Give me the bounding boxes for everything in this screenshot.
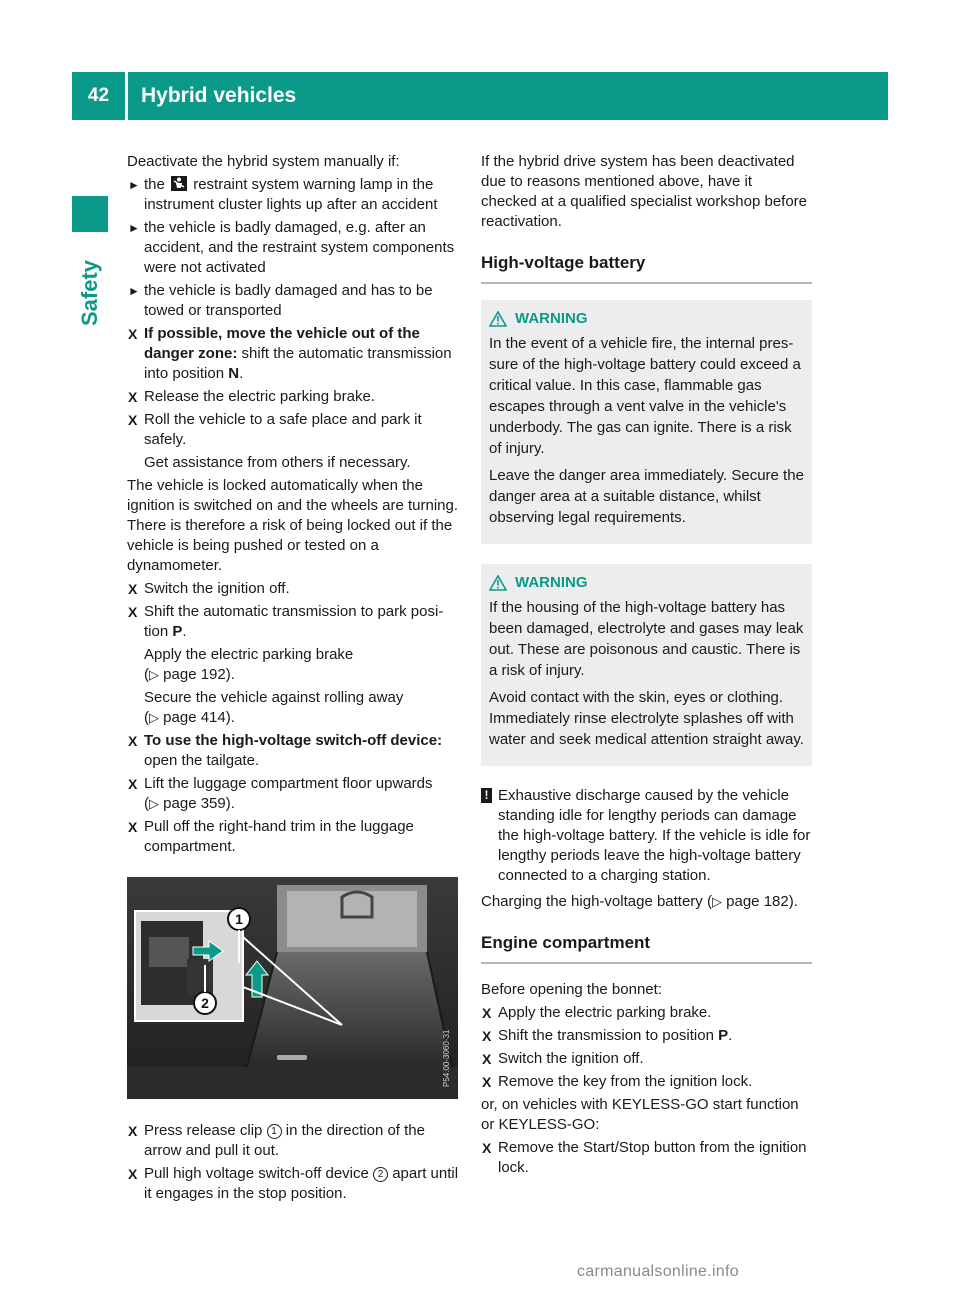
header-separator xyxy=(125,72,128,120)
page-number: 42 xyxy=(87,85,110,106)
left-column xyxy=(127,152,460,1207)
warning-text: Leave the danger area immediately. Secure the danger area at a suitable distance, whilst observing legal requirements. xyxy=(489,467,804,526)
warning-triangle-icon xyxy=(489,311,507,327)
step-item xyxy=(481,1072,812,1092)
warning-box xyxy=(481,300,812,544)
step-item xyxy=(127,387,460,407)
page-ref-icon: ▷ xyxy=(149,667,159,682)
page-ref-icon: ▷ xyxy=(149,710,159,725)
warning-text: In the event of a vehicle fire, the internal pressure of the high-voltage battery could exceed a critical value. In this case, flammable gas escapes through a vent valve in the vehicle's underbody. The gas can ignite. There is a risk of injury. xyxy=(489,335,801,457)
step-arrow-icon: X xyxy=(482,1028,492,1044)
step-text: in the direction of the arrow and pull it out. xyxy=(144,1122,425,1159)
step-arrow-icon: X xyxy=(128,1166,138,1182)
bullet-item xyxy=(127,175,460,215)
warning-header xyxy=(489,308,804,329)
callout-number: 2 xyxy=(373,1167,388,1182)
step-item xyxy=(127,579,460,599)
page-reference[interactable]: page 192 xyxy=(163,666,226,683)
step-text: shift the automatic transmission into position xyxy=(144,345,452,382)
gear-position: N xyxy=(228,365,240,382)
step-text: Pull high voltage switch-off device xyxy=(144,1165,369,1182)
warning-title: WARNING xyxy=(515,574,588,591)
page-ref-icon: ▷ xyxy=(149,796,159,811)
warning-title: WARNING xyxy=(515,310,588,327)
step-arrow-icon: X xyxy=(482,1005,492,1021)
step-bold-text: To use the high-voltage switch-off device: xyxy=(144,732,443,749)
step-item xyxy=(481,1049,812,1069)
step-arrow-icon: X xyxy=(128,412,138,428)
step-text: Apply the electric parking brake. xyxy=(498,1004,712,1021)
step-item: X Lift the luggage compartment floor upwards (▷ page 359). xyxy=(128,775,433,812)
bullet-text: the xyxy=(144,176,165,193)
step-continuation: Get assistance from others if necessary. xyxy=(144,454,411,471)
step-text: Roll the vehicle to a safe place and park it safely. xyxy=(144,411,422,448)
step-arrow-icon: X xyxy=(128,819,138,835)
step-continuation: Secure the vehicle against rolling away (▷ page 414). xyxy=(144,689,404,726)
step-text: Switch the ignition off. xyxy=(144,580,290,597)
image-code: P54.00-3060-31 xyxy=(442,1029,451,1087)
continuation-text: Apply the electric parking brake xyxy=(144,646,354,663)
bullet-text: the vehicle is badly damaged, e.g. after an accident, and the restraint system components were not activated xyxy=(144,219,455,276)
charging-text: Charging the high-voltage battery ( xyxy=(481,893,712,910)
step-text: Shift the automatic transmission to park position xyxy=(144,603,444,640)
step-text: Shift the transmission to position xyxy=(498,1027,714,1044)
step-arrow-icon: X xyxy=(128,326,138,342)
paragraph: The vehicle is locked automatically when the ignition is switched on and the wheels are turning. There is therefore a risk of being locked out if the vehicle is being pushed or tested on a dynamometer. xyxy=(127,477,459,574)
bullet-text: restraint system warning lamp in the instrument cluster lights up after an accident xyxy=(144,176,438,213)
page-ref-icon: ▷ xyxy=(711,894,722,909)
step-arrow-icon: X xyxy=(482,1074,492,1090)
luggage-compartment-photo xyxy=(127,877,458,1099)
section-heading: Engine compartment xyxy=(481,932,812,964)
step-item: X Shift the transmission to position P. xyxy=(482,1027,733,1044)
page-title: Hybrid vehicles xyxy=(141,84,297,107)
note-text: Exhaustive discharge caused by the vehicle standing idle for lengthy periods can damage the high-voltage battery. If the vehicle is idle for lengthy periods leave the high-voltage battery connected to a charging station. xyxy=(498,787,811,884)
step-item xyxy=(127,731,460,771)
step-arrow-icon: X xyxy=(128,733,138,749)
intro-text: Before opening the bonnet: xyxy=(481,981,662,998)
step-item: X Shift the automatic transmission to park position P. xyxy=(128,603,444,640)
step-text: Pull off the right-hand trim in the luggage compartment. xyxy=(144,818,414,855)
step-continuation: Apply the electric parking brake (▷ page 192). xyxy=(144,646,354,683)
bullet-item xyxy=(127,281,460,321)
step-arrow-icon: X xyxy=(128,389,138,405)
bullet-marker: ► xyxy=(128,221,140,235)
intro-text: If the hybrid drive system has been deactivated due to reasons mentioned above, have it checked at a qualified specialist workshop before reactivation. xyxy=(481,153,808,230)
page-reference[interactable]: page 359 xyxy=(163,795,226,812)
step-text: Switch the ignition off. xyxy=(498,1050,644,1067)
seatbelt-warning-icon xyxy=(171,176,187,191)
continuation-text: Secure the vehicle against rolling away xyxy=(144,689,404,706)
callout-2: 2 xyxy=(201,995,209,1011)
warning-header xyxy=(489,572,804,593)
page-reference[interactable]: page 182 xyxy=(726,893,789,910)
gear-position: P xyxy=(172,623,183,640)
step-item xyxy=(127,1121,460,1161)
note-item xyxy=(481,786,812,886)
gear-position: P xyxy=(718,1027,729,1044)
warning-triangle-icon xyxy=(489,575,507,591)
bullet-text: the vehicle is badly damaged and has to be towed or transported xyxy=(144,282,433,319)
step-text: Release the electric parking brake. xyxy=(144,388,375,405)
paragraph: or, on vehicles with KEYLESS-GO start function or KEYLESS-GO: xyxy=(481,1096,799,1133)
step-arrow-icon: X xyxy=(128,776,138,792)
step-text: Press release clip xyxy=(144,1122,263,1139)
step-arrow-icon: X xyxy=(128,604,138,620)
section-tab xyxy=(66,238,114,348)
warning-text: Avoid contact with the skin, eyes or clothing. Immediately rinse electrolyte splashes off with water and seek medical attention straight away. xyxy=(489,689,804,748)
bullet-marker: ► xyxy=(128,178,140,192)
step-item xyxy=(481,1003,812,1023)
step-item: X If possible, move the vehicle out of the danger zone: shift the automatic transmission into position N. xyxy=(128,325,452,382)
step-text: Remove the key from the ignition lock. xyxy=(498,1073,753,1090)
step-item xyxy=(481,1138,812,1178)
intro-text: Deactivate the hybrid system manually if: xyxy=(127,153,400,170)
exclamation-icon: ! xyxy=(481,788,492,803)
section-heading: High-voltage battery xyxy=(481,252,812,284)
charging-reference: Charging the high-voltage battery (▷ page 182). xyxy=(481,893,798,910)
page-reference[interactable]: page 414 xyxy=(163,709,226,726)
warning-box xyxy=(481,564,812,766)
step-arrow-icon: X xyxy=(482,1051,492,1067)
right-column xyxy=(481,152,812,1181)
step-arrow-icon: X xyxy=(128,1123,138,1139)
step-item xyxy=(127,1164,460,1204)
step-text: Remove the Start/Stop button from the ignition lock. xyxy=(498,1139,807,1176)
warning-text: If the housing of the high-voltage battery has been damaged, electrolyte and gases may leak out. These are poisonous and caustic. There is a risk of injury. xyxy=(489,599,804,679)
callout-number: 1 xyxy=(267,1124,282,1139)
section-marker xyxy=(72,196,108,232)
bullet-marker: ► xyxy=(128,284,140,298)
step-text: Lift the luggage compartment floor upwards xyxy=(144,775,433,792)
step-text: apart until it engages in the stop position. xyxy=(144,1165,459,1202)
bullet-item xyxy=(127,218,460,278)
step-bold-text: If possible, move the vehicle out of the danger zone: xyxy=(144,325,420,362)
watermark: carmanualsonline.info xyxy=(577,1263,739,1280)
section-label: Safety xyxy=(77,259,103,327)
step-item xyxy=(127,410,460,450)
step-arrow-icon: X xyxy=(128,581,138,597)
step-item xyxy=(127,817,460,857)
step-text: open the tailgate. xyxy=(144,752,260,769)
step-arrow-icon: X xyxy=(482,1140,492,1156)
callout-1: 1 xyxy=(235,911,243,927)
